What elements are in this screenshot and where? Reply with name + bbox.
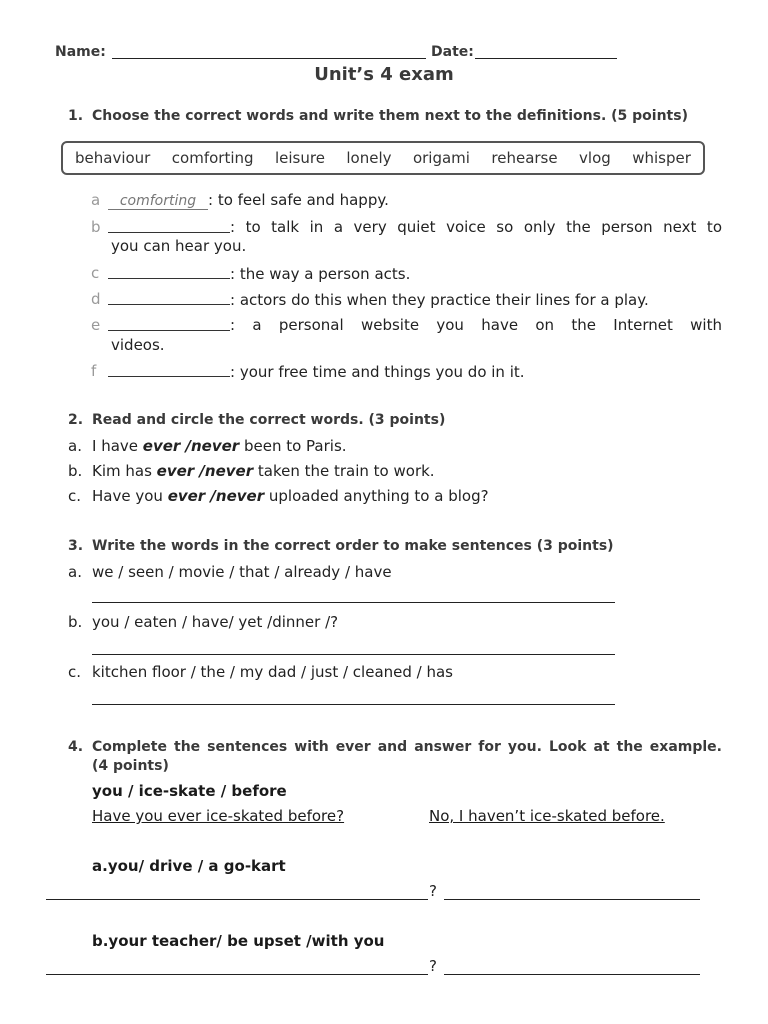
- sentence-text: I have: [92, 437, 143, 455]
- q1-instruction: Choose the correct words and write them next to the definitions. (5 points): [92, 108, 688, 124]
- q2-item-letter: a.: [68, 437, 82, 455]
- q2-item-a: [92, 437, 347, 455]
- definition-text-cont: videos.: [111, 336, 165, 354]
- q1-item-letter: f: [91, 362, 97, 380]
- definition-text: : to talk in a very quiet voice so only the person next to: [230, 218, 722, 236]
- word-bank-word: whisper: [632, 149, 691, 167]
- question-mark: ?: [429, 882, 437, 900]
- example-answer: No, I haven’t ice-skated before.: [429, 807, 665, 825]
- question-line[interactable]: [46, 899, 428, 900]
- example-prompt: you / ice-skate / before: [92, 782, 287, 800]
- q1-item-d: [108, 290, 649, 309]
- word-bank-word: lonely: [346, 149, 392, 167]
- answer-line[interactable]: [444, 899, 700, 900]
- definition-text: : the way a person acts.: [230, 265, 411, 283]
- q1-item-a: [108, 191, 389, 210]
- sentence-text: Kim has: [92, 462, 157, 480]
- q3-number: 3.: [68, 538, 84, 554]
- example-question: Have you ever ice-skated before?: [92, 807, 345, 825]
- q3-item-letter: a.: [68, 563, 82, 581]
- q4-instruction: [92, 739, 722, 774]
- page-title: Unit’s 4 exam: [314, 64, 454, 85]
- answer-line[interactable]: [92, 704, 615, 705]
- q2-item-letter: b.: [68, 462, 83, 480]
- q3-instruction: Write the words in the correct order to make sentences (3 points): [92, 538, 614, 554]
- date-field[interactable]: [475, 58, 617, 59]
- question-line[interactable]: [46, 974, 428, 975]
- q4-item-a: a.you/ drive / a go-kart: [92, 857, 286, 875]
- sentence-text: uploaded anything to a blog?: [264, 487, 489, 505]
- q4-item-b: b.your teacher/ be upset /with you: [92, 932, 385, 950]
- q1-item-letter: d: [91, 290, 101, 308]
- q1-item-letter: e: [91, 316, 101, 334]
- circle-options[interactable]: ever /never: [142, 437, 240, 455]
- q2-item-b: [92, 462, 435, 480]
- q2-item-letter: c.: [68, 487, 82, 505]
- q1-number: 1.: [68, 108, 84, 124]
- definition-text-cont: you can hear you.: [111, 237, 247, 255]
- date-label: Date:: [431, 44, 474, 60]
- q3-item-letter: c.: [68, 663, 82, 681]
- q1-item-letter: b: [91, 218, 101, 236]
- q3-item-letter: b.: [68, 613, 83, 631]
- q1-item-letter: c: [91, 264, 100, 282]
- q3-item-b: you / eaten / have/ yet /dinner /?: [92, 613, 339, 631]
- answer-blank[interactable]: [108, 218, 230, 233]
- answer-blank[interactable]: [108, 316, 230, 331]
- definition-text: : a personal website you have on the Internet with: [230, 316, 722, 334]
- word-bank: [61, 141, 705, 175]
- answer-blank[interactable]: [108, 290, 230, 305]
- q1-item-b: [108, 218, 722, 236]
- q3-item-c: kitchen floor / the / my dad / just / cleaned / has: [92, 663, 453, 681]
- question-mark: ?: [429, 957, 437, 975]
- circle-options[interactable]: ever /never: [167, 487, 265, 505]
- q4-instruction-line1: Complete the sentences with ever and answer for you. Look at the example.: [92, 739, 722, 755]
- q1-item-c: [108, 264, 410, 283]
- name-label: Name:: [55, 44, 106, 60]
- definition-text: : to feel safe and happy.: [208, 191, 389, 209]
- definition-text: : actors do this when they practice their lines for a play.: [230, 291, 649, 309]
- word-bank-word: vlog: [579, 149, 611, 167]
- word-bank-word: rehearse: [491, 149, 558, 167]
- sentence-text: taken the train to work.: [253, 462, 435, 480]
- circle-options[interactable]: ever /never: [156, 462, 254, 480]
- q1-item-e: [108, 316, 722, 334]
- q4-number: 4.: [68, 739, 84, 755]
- q2-number: 2.: [68, 412, 84, 428]
- q1-item-letter: a: [91, 191, 101, 209]
- word-bank-word: leisure: [274, 149, 325, 167]
- sentence-text: been to Paris.: [239, 437, 347, 455]
- answer-line[interactable]: [92, 654, 615, 655]
- sentence-text: Have you: [92, 487, 168, 505]
- answer-line[interactable]: [92, 602, 615, 603]
- example-answer: comforting: [108, 193, 208, 210]
- q3-item-a: we / seen / movie / that / already / have: [92, 563, 392, 581]
- answer-blank[interactable]: [108, 264, 230, 279]
- q4-instruction-line2: (4 points): [92, 758, 169, 774]
- word-bank-word: origami: [412, 149, 470, 167]
- q2-instruction: Read and circle the correct words. (3 points): [92, 412, 446, 428]
- q1-item-f: [108, 362, 525, 381]
- definition-text: : your free time and things you do in it.: [230, 363, 525, 381]
- answer-line[interactable]: [444, 974, 700, 975]
- word-bank-word: behaviour: [75, 149, 151, 167]
- word-bank-word: comforting: [171, 149, 254, 167]
- q2-item-c: [92, 487, 489, 505]
- name-field[interactable]: [112, 58, 426, 59]
- answer-blank[interactable]: [108, 362, 230, 377]
